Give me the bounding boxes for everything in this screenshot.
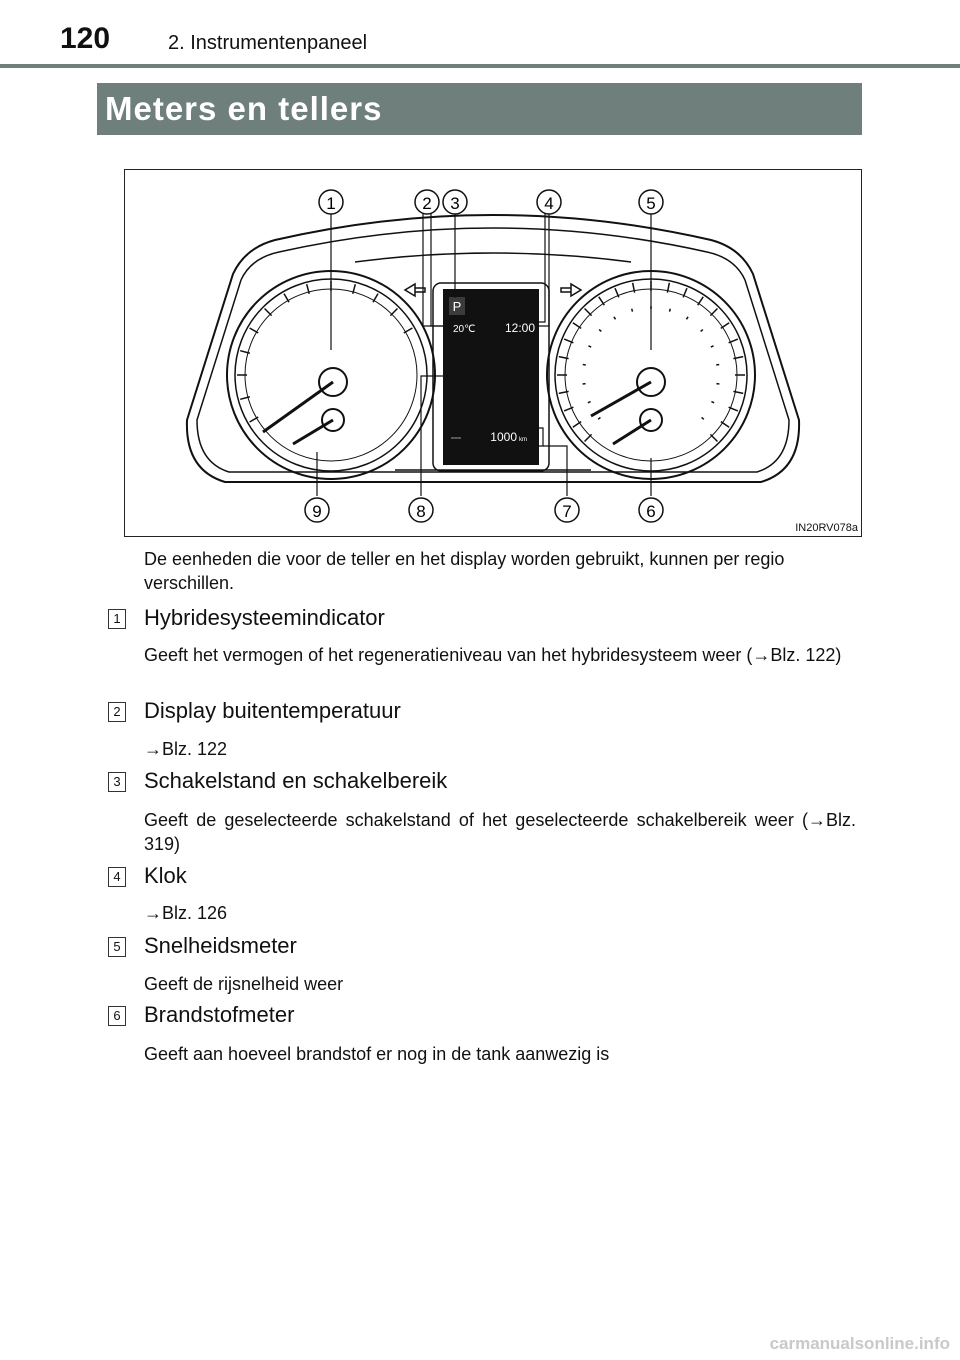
gauge-tick (265, 309, 272, 316)
figure-code: IN20RV078a (795, 522, 858, 534)
gauge-tick (710, 309, 717, 316)
callout-6 (639, 498, 663, 522)
cluster-top-rim (355, 253, 631, 262)
svg-text:4: 4 (544, 194, 554, 213)
gauge-tick (686, 317, 688, 320)
gauge-tick (598, 417, 600, 419)
svg-text:3: 3 (450, 194, 460, 213)
callout-9 (305, 498, 329, 522)
item-title-2: Display buitentemperatuur (144, 698, 401, 723)
chapter-title: 2. Instrumentenpaneel (168, 32, 368, 54)
item-desc-3: Geeft de geselecteerde schakelstand of het geselecteerde schakelbereik weer (→Blz. 319) (144, 810, 856, 854)
item-desc-5: Geeft de rijsnelheid weer (144, 974, 344, 994)
svg-text:8: 8 (416, 502, 426, 521)
gauge-tick (701, 330, 703, 332)
callout-7 (555, 498, 579, 522)
item-desc-2: →Blz. 122 (144, 739, 228, 759)
item-number-2: 2 (108, 702, 126, 722)
item-title-6: Brandstofmeter (144, 1002, 295, 1027)
callout-1 (319, 190, 343, 214)
instrument-cluster-illustration (125, 170, 861, 536)
instrument-cluster-figure (124, 169, 862, 537)
outside-temperature: 20℃ (453, 324, 476, 335)
gauge-tick (702, 417, 704, 419)
item-number-6: 6 (108, 1006, 126, 1026)
odometer-unit: km (519, 437, 527, 443)
page-number: 120 (60, 22, 111, 55)
svg-text:9: 9 (312, 502, 322, 521)
gauge-tick (632, 309, 633, 312)
gauge-tick (710, 434, 717, 441)
gauge-tick (588, 402, 591, 403)
header-rule (0, 64, 960, 68)
gauge-tick (698, 297, 704, 305)
gauge-tick (614, 317, 616, 320)
item-title-5: Snelheidsmeter (144, 933, 297, 958)
item-title-1: Hybridesysteemindicator (144, 605, 385, 630)
footer-watermark: carmanualsonline.info (769, 1334, 950, 1353)
gauge-tick (711, 346, 714, 347)
item-desc-1: Geeft het vermogen of het regeneratieniveau van het hybridesysteem weer (→Blz. 122) (144, 645, 842, 665)
item-number-4: 4 (108, 867, 126, 887)
callout-8 (409, 498, 433, 522)
section-title: Meters en tellers (97, 83, 862, 135)
svg-text:6: 6 (646, 502, 656, 521)
turn-left-arrow-icon (405, 284, 425, 296)
turn-right-arrow-icon (561, 284, 581, 296)
callout-3 (443, 190, 467, 214)
item-number-1: 1 (108, 609, 126, 629)
gauge-tick (599, 330, 601, 332)
item-title-4: Klok (144, 863, 187, 888)
svg-text:1: 1 (326, 194, 336, 213)
svg-text:5: 5 (646, 194, 656, 213)
item-desc-4: →Blz. 126 (144, 903, 228, 923)
clock-display: 12:00 (504, 321, 535, 335)
gauge-tick (585, 434, 592, 441)
intro-text: De eenheden die voor de teller en het display worden gebruikt, kunnen per regio verschillen. (144, 549, 785, 593)
gauge-tick (599, 297, 605, 305)
item-number-5: 5 (108, 937, 126, 957)
gauge-tick (711, 402, 714, 403)
item-title-3: Schakelstand en schakelbereik (144, 768, 448, 793)
gauge-tick (721, 323, 729, 329)
gauge-tick (669, 309, 670, 312)
gauge-tick (588, 346, 591, 347)
gauge-tick (573, 323, 581, 329)
gauge-tick (721, 422, 729, 428)
gauge-tick (585, 309, 592, 316)
callout-2 (415, 190, 439, 214)
odometer-value: 1000 (490, 430, 517, 444)
gauge-tick (573, 422, 581, 428)
item-desc-6: Geeft aan hoeveel brandstof er nog in de tank aanwezig is (144, 1044, 610, 1064)
gear-indicator: P (452, 299, 462, 314)
svg-text:7: 7 (562, 502, 572, 521)
item-number-3: 3 (108, 772, 126, 792)
gauge-tick (390, 309, 397, 316)
svg-text:2: 2 (422, 194, 432, 213)
callout-5 (639, 190, 663, 214)
callout-4 (537, 190, 561, 214)
